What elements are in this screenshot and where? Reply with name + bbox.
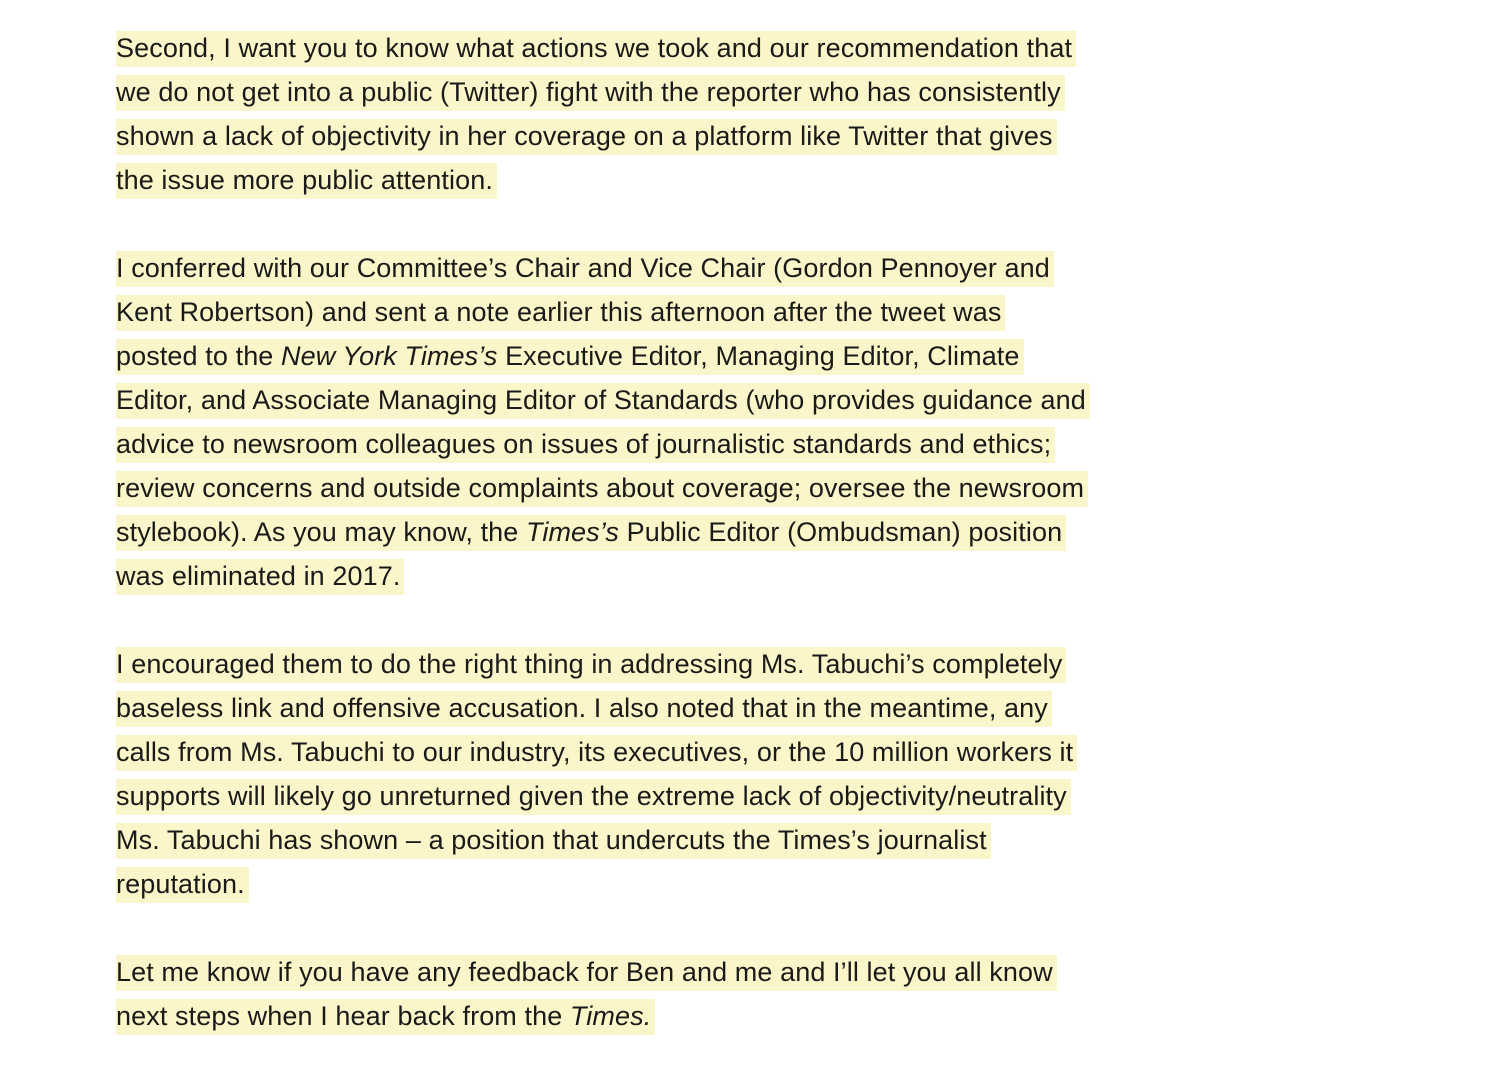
- text-line: [116, 246, 1090, 290]
- text-line: [116, 862, 1077, 906]
- highlighted-text: [116, 515, 1066, 551]
- highlighted-text: [116, 691, 1052, 727]
- italic-text: Times.: [569, 1001, 652, 1031]
- text-line: [116, 818, 1077, 862]
- text-segment: Editor, and Associate Managing Editor of Standards (who provides guidance and: [116, 385, 1086, 415]
- text-segment: I conferred with our Committee’s Chair and Vice Chair (Gordon Pennoyer and: [116, 253, 1050, 283]
- highlighted-text: [116, 735, 1077, 771]
- text-line: [116, 334, 1090, 378]
- text-segment: baseless link and offensive accusation. I also noted that in the meantime, any: [116, 693, 1048, 723]
- text-segment: next steps when I hear back from the: [116, 1001, 570, 1031]
- text-segment: posted to the: [116, 341, 282, 371]
- text-line: [116, 554, 1090, 598]
- paragraph-recommendation: [116, 26, 1076, 202]
- text-line: [116, 686, 1077, 730]
- text-segment: shown a lack of objectivity in her coverage on a platform like Twitter that gives: [116, 121, 1053, 151]
- text-segment: review concerns and outside complaints about coverage; oversee the newsroom: [116, 473, 1085, 503]
- paragraph-conferred: [116, 246, 1090, 598]
- paragraph-encouraged: [116, 642, 1077, 906]
- text-segment: Ms. Tabuchi has shown – a position that undercuts the Times’s journalist: [116, 825, 987, 855]
- text-segment: we do not get into a public (Twitter) fight with the reporter who has consistently: [116, 77, 1061, 107]
- text-line: [116, 730, 1077, 774]
- text-line: [116, 642, 1077, 686]
- text-segment: calls from Ms. Tabuchi to our industry, its executives, or the 10 million workers it: [116, 737, 1074, 767]
- text-segment: advice to newsroom colleagues on issues of journalistic standards and ethics;: [116, 429, 1052, 459]
- text-line: [116, 378, 1090, 422]
- highlighted-text: [116, 339, 1024, 375]
- highlighted-text: [116, 75, 1065, 111]
- italic-text: Times’s: [526, 517, 619, 547]
- highlighted-text: [116, 999, 655, 1035]
- paragraph-next-steps: [116, 950, 1057, 1038]
- highlighted-text: [116, 251, 1054, 287]
- text-line: [116, 114, 1076, 158]
- text-segment: was eliminated in 2017.: [116, 561, 401, 591]
- highlighted-text: [116, 559, 404, 595]
- text-line: [116, 774, 1077, 818]
- text-line: [116, 994, 1057, 1038]
- highlighted-text: [116, 955, 1057, 991]
- text-line: [116, 510, 1090, 554]
- highlighted-text: [116, 119, 1057, 155]
- text-segment: stylebook). As you may know, the: [116, 517, 527, 547]
- text-line: [116, 70, 1076, 114]
- highlighted-text: [116, 647, 1066, 683]
- text-line: [116, 950, 1057, 994]
- highlighted-text: [116, 867, 249, 903]
- highlighted-text: [116, 383, 1090, 419]
- text-segment: Let me know if you have any feedback for Ben and me and I’ll let you all know: [116, 957, 1053, 987]
- text-segment: I encouraged them to do the right thing in addressing Ms. Tabuchi’s completely: [116, 649, 1063, 679]
- text-line: [116, 466, 1090, 510]
- text-line: [116, 290, 1090, 334]
- text-segment: supports will likely go unreturned given the extreme lack of objectivity/neutrality: [116, 781, 1067, 811]
- highlighted-text: [116, 163, 497, 199]
- text-line: [116, 158, 1076, 202]
- highlighted-text: [116, 779, 1071, 815]
- text-segment: Executive Editor, Managing Editor, Climate: [497, 341, 1020, 371]
- text-segment: reputation.: [116, 869, 245, 899]
- text-segment: the issue more public attention.: [116, 165, 493, 195]
- text-line: [116, 422, 1090, 466]
- text-segment: Second, I want you to know what actions we took and our recommendation that: [116, 33, 1073, 63]
- highlighted-text: [116, 295, 1005, 331]
- text-segment: Kent Robertson) and sent a note earlier this afternoon after the tweet was: [116, 297, 1002, 327]
- highlighted-text: [116, 427, 1055, 463]
- text-line: [116, 26, 1076, 70]
- highlighted-text: [116, 823, 991, 859]
- italic-text: New York Times’s: [281, 341, 498, 371]
- highlighted-text: [116, 471, 1088, 507]
- text-segment: Public Editor (Ombudsman) position: [619, 517, 1063, 547]
- highlighted-text: [116, 31, 1076, 67]
